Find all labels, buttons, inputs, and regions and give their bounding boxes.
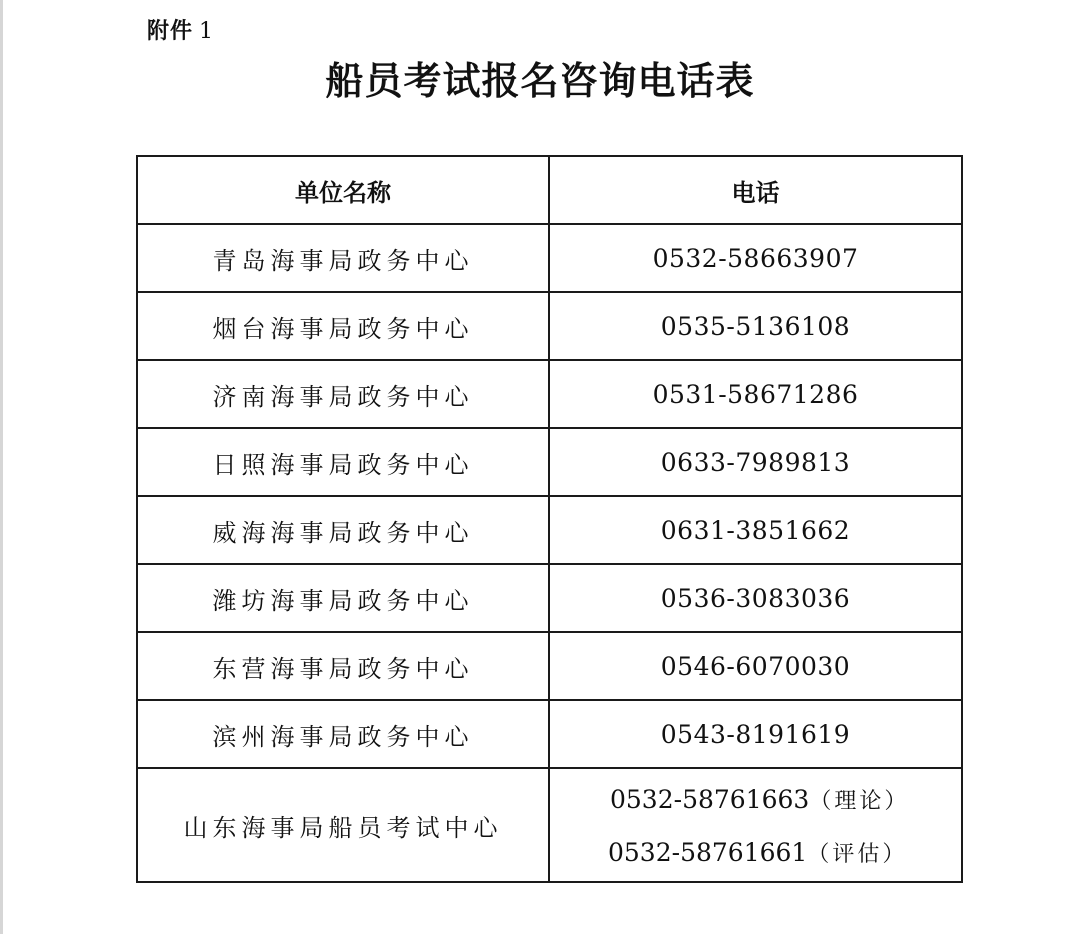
- unit-name-cell: 日照海事局政务中心: [137, 428, 549, 496]
- header-unit-name: 单位名称: [137, 156, 549, 224]
- phone-note: （评估）: [807, 841, 908, 867]
- table-row: [137, 496, 962, 564]
- phone-line-theory: [610, 784, 961, 815]
- table-row: [137, 224, 962, 292]
- phone-cell: 0532-58663907: [549, 224, 962, 292]
- table-header-row: [137, 156, 962, 224]
- phone-number: 0532-58761663: [610, 784, 810, 814]
- unit-name-cell: 济南海事局政务中心: [137, 360, 549, 428]
- table-row: [137, 768, 962, 882]
- phone-cell: 0546-6070030: [549, 632, 962, 700]
- phone-cell: 0631-3851662: [549, 496, 962, 564]
- table-row: [137, 700, 962, 768]
- page-edge: [0, 0, 3, 934]
- phone-cell: 0531-58671286: [549, 360, 962, 428]
- unit-name-cell: 潍坊海事局政务中心: [137, 564, 549, 632]
- phone-line-assessment: [608, 837, 961, 868]
- phone-cell: 0535-5136108: [549, 292, 962, 360]
- phone-cell: 0536-3083036: [549, 564, 962, 632]
- phone-number: 0532-58761661: [608, 837, 808, 867]
- unit-name-cell: 威海海事局政务中心: [137, 496, 549, 564]
- table-row: [137, 292, 962, 360]
- unit-name-cell: 山东海事局船员考试中心: [137, 768, 549, 882]
- table-row: [137, 632, 962, 700]
- header-phone: 电话: [549, 156, 962, 224]
- table-row: [137, 428, 962, 496]
- unit-name-cell: 东营海事局政务中心: [137, 632, 549, 700]
- table-row: [137, 360, 962, 428]
- contact-table: [136, 155, 963, 883]
- unit-name-cell: 青岛海事局政务中心: [137, 224, 549, 292]
- unit-name-cell: 烟台海事局政务中心: [137, 292, 549, 360]
- page-title: 船员考试报名咨询电话表: [325, 59, 755, 103]
- table-row: [137, 564, 962, 632]
- attachment-text: 附件: [147, 19, 194, 44]
- phone-note: （理论）: [809, 788, 910, 814]
- attachment-label: [147, 14, 214, 45]
- attachment-number: 1: [199, 19, 215, 44]
- unit-name-cell: 滨州海事局政务中心: [137, 700, 549, 768]
- phone-cell-multi: [549, 768, 962, 882]
- phone-cell: 0543-8191619: [549, 700, 962, 768]
- phone-cell: 0633-7989813: [549, 428, 962, 496]
